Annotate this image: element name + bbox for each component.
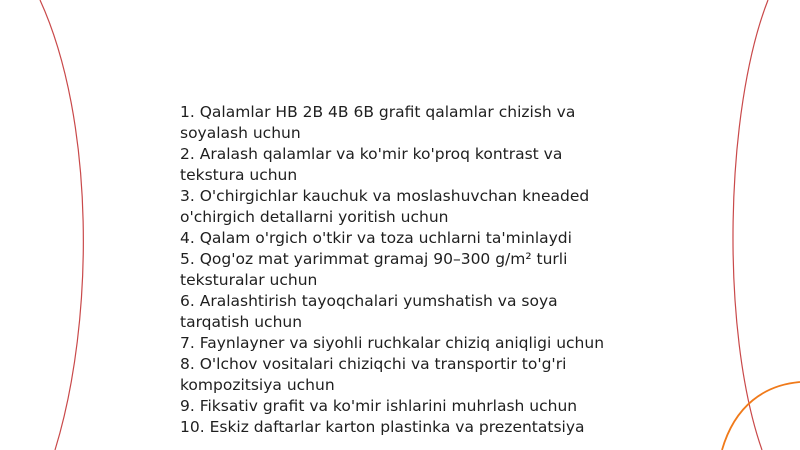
list-item: 1. Qalamlar HB 2B 4B 6B grafit qalamlar chizish va soyalash uchun — [180, 103, 576, 142]
list-item: 2. Aralash qalamlar va ko'mir ko'proq kontrast va tekstura uchun — [180, 145, 563, 184]
list-item: 3. O'chirgichlar kauchuk va moslashuvchan kneaded o'chirgich detallarni yoritish uchun — [180, 187, 590, 226]
right-orange-arc — [722, 382, 800, 450]
list-item: 10. Eskiz daftarlar karton plastinka va prezentatsiya — [180, 418, 585, 436]
list-item: 9. Fiksativ grafit va ko'mir ishlarini muhrlash uchun — [180, 397, 578, 415]
list-item: 8. O'lchov vositalari chiziqchi va transportir to'g'ri kompozitsiya uchun — [180, 355, 567, 394]
list-item: 5. Qog'oz mat yarimmat gramaj 90–300 g/m² turli teksturalar uchun — [180, 250, 568, 289]
materials-list — [180, 102, 620, 438]
list-item: 7. Faynlayner va siyohli ruchkalar chiziq aniqligi uchun — [180, 334, 605, 352]
list-item: 6. Aralashtirish tayoqchalari yumshatish va soya tarqatish uchun — [180, 292, 558, 331]
right-red-arc — [733, 0, 768, 450]
list-item: 4. Qalam o'rgich o'tkir va toza uchlarni ta'minlaydi — [180, 229, 572, 247]
left-red-arc — [40, 0, 83, 450]
